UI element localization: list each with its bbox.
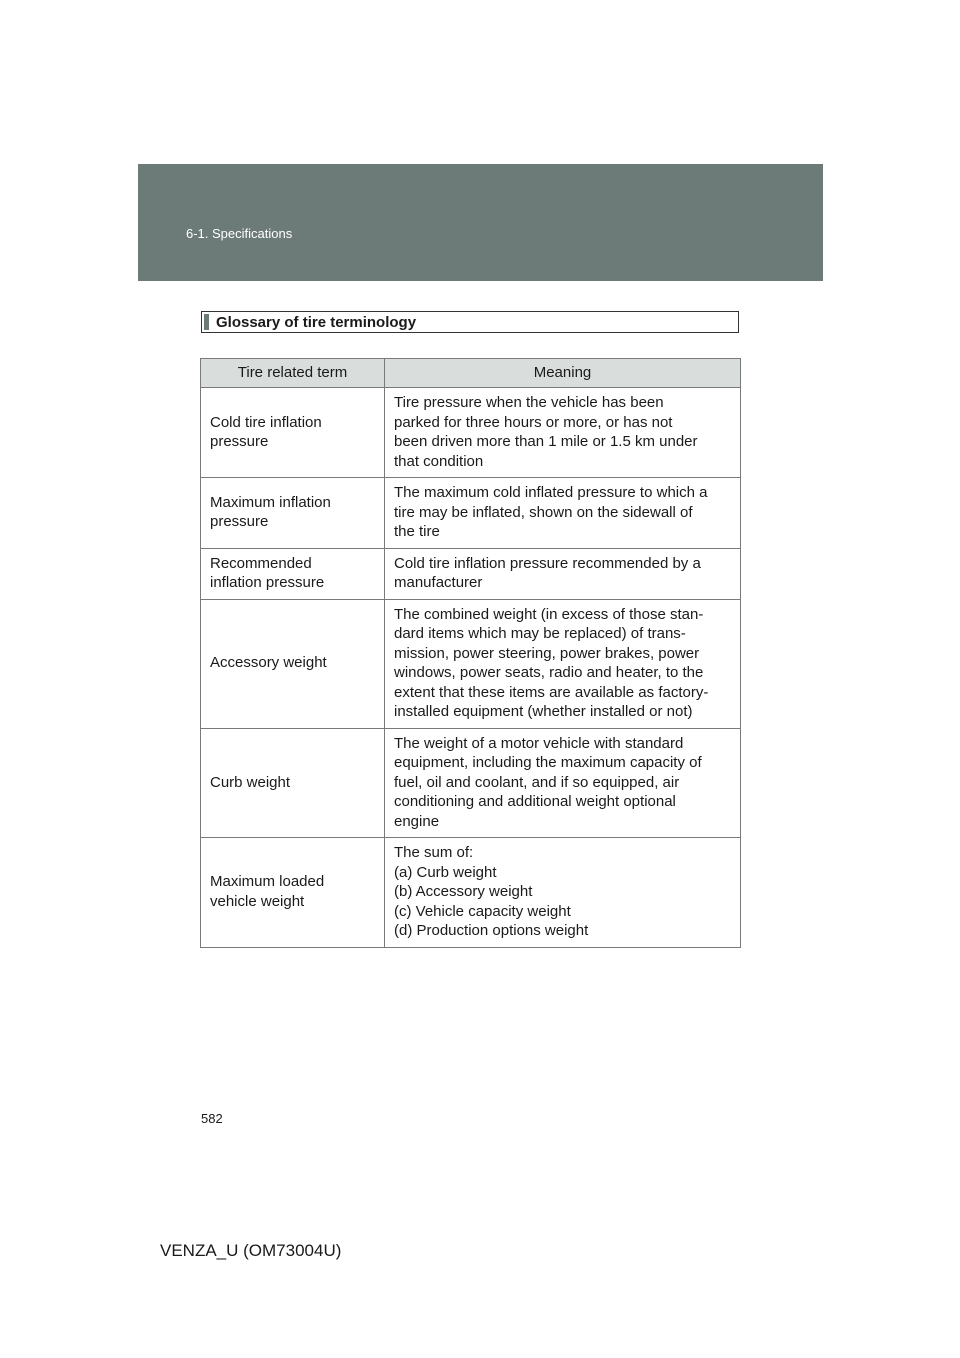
meaning-cell (385, 599, 741, 728)
section-label: 6-1. Specifications (186, 226, 293, 241)
meaning-cell (385, 478, 741, 549)
meaning-line: Tire pressure when the vehicle has been (394, 394, 664, 411)
term-line: Maximum loaded (210, 873, 325, 891)
meaning-line: mission, power steering, power brakes, power (394, 644, 700, 662)
glossary-table (200, 358, 741, 948)
meaning-line: equipment, including the maximum capacity of (394, 754, 702, 771)
term-cell (201, 728, 385, 838)
table-body (201, 388, 741, 948)
meaning-line: The weight of a motor vehicle with standard (394, 734, 684, 752)
meaning-cell (385, 838, 741, 948)
meaning-cell (385, 548, 741, 599)
heading-accent-bar (204, 314, 209, 330)
term-line: Accessory weight (210, 654, 327, 672)
meaning-line: windows, power seats, radio and heater, to the (394, 664, 704, 681)
meaning-line: conditioning and additional weight optional (394, 793, 676, 810)
meaning-line: that condition (394, 452, 484, 470)
meaning-line: tire may be inflated, shown on the sidewall of (394, 503, 693, 521)
table-header-row (201, 359, 741, 388)
table-row (201, 548, 741, 599)
meaning-line: The sum of: (394, 844, 474, 861)
term-line: Curb weight (210, 773, 291, 791)
page-number: 582 (201, 1111, 223, 1126)
term-line: inflation pressure (210, 574, 325, 591)
term-line: pressure (210, 433, 269, 450)
meaning-cell (385, 728, 741, 838)
meaning-line: installed equipment (whether installed or not) (394, 703, 693, 720)
meaning-line: Cold tire inflation pressure recommended by a (394, 554, 701, 572)
column-header-meaning: Meaning (385, 359, 741, 388)
glossary-heading (201, 311, 739, 333)
term-line: vehicle weight (210, 892, 305, 910)
meaning-line: (b) Accessory weight (394, 883, 533, 900)
meaning-line: (c) Vehicle capacity weight (394, 902, 571, 920)
meaning-line: engine (394, 812, 440, 830)
meaning-line: parked for three hours or more, or has not (394, 413, 673, 431)
column-header-term: Tire related term (201, 359, 385, 388)
term-cell (201, 388, 385, 478)
term-cell (201, 548, 385, 599)
term-line: pressure (210, 513, 269, 531)
meaning-line: (d) Production options weight (394, 922, 589, 939)
chapter-header (138, 164, 823, 281)
table-row (201, 728, 741, 838)
table-row (201, 599, 741, 728)
meaning-line: been driven more than 1 mile or 1.5 km under (394, 433, 698, 450)
term-cell (201, 599, 385, 728)
meaning-line: (a) Curb weight (394, 863, 497, 881)
meaning-line: manufacturer (394, 574, 483, 591)
table-row (201, 838, 741, 948)
term-line: Cold tire inflation (210, 413, 322, 431)
meaning-cell (385, 388, 741, 478)
term-cell (201, 838, 385, 948)
term-line: Maximum inflation (210, 493, 331, 511)
table-row (201, 478, 741, 549)
manual-code: VENZA_U (OM73004U) (160, 1241, 342, 1260)
meaning-line: extent that these items are available as factory- (394, 683, 709, 701)
meaning-line: The combined weight (in excess of those stan- (394, 605, 704, 623)
term-line: Recommended (210, 554, 312, 572)
meaning-line: The maximum cold inflated pressure to which a (394, 484, 708, 501)
meaning-line: fuel, oil and coolant, and if so equipped, air (394, 773, 680, 791)
meaning-line: the tire (394, 523, 440, 540)
glossary-title: Glossary of tire terminology (216, 314, 417, 331)
table-row (201, 388, 741, 478)
term-cell (201, 478, 385, 549)
meaning-line: dard items which may be replaced) of trans- (394, 625, 686, 642)
